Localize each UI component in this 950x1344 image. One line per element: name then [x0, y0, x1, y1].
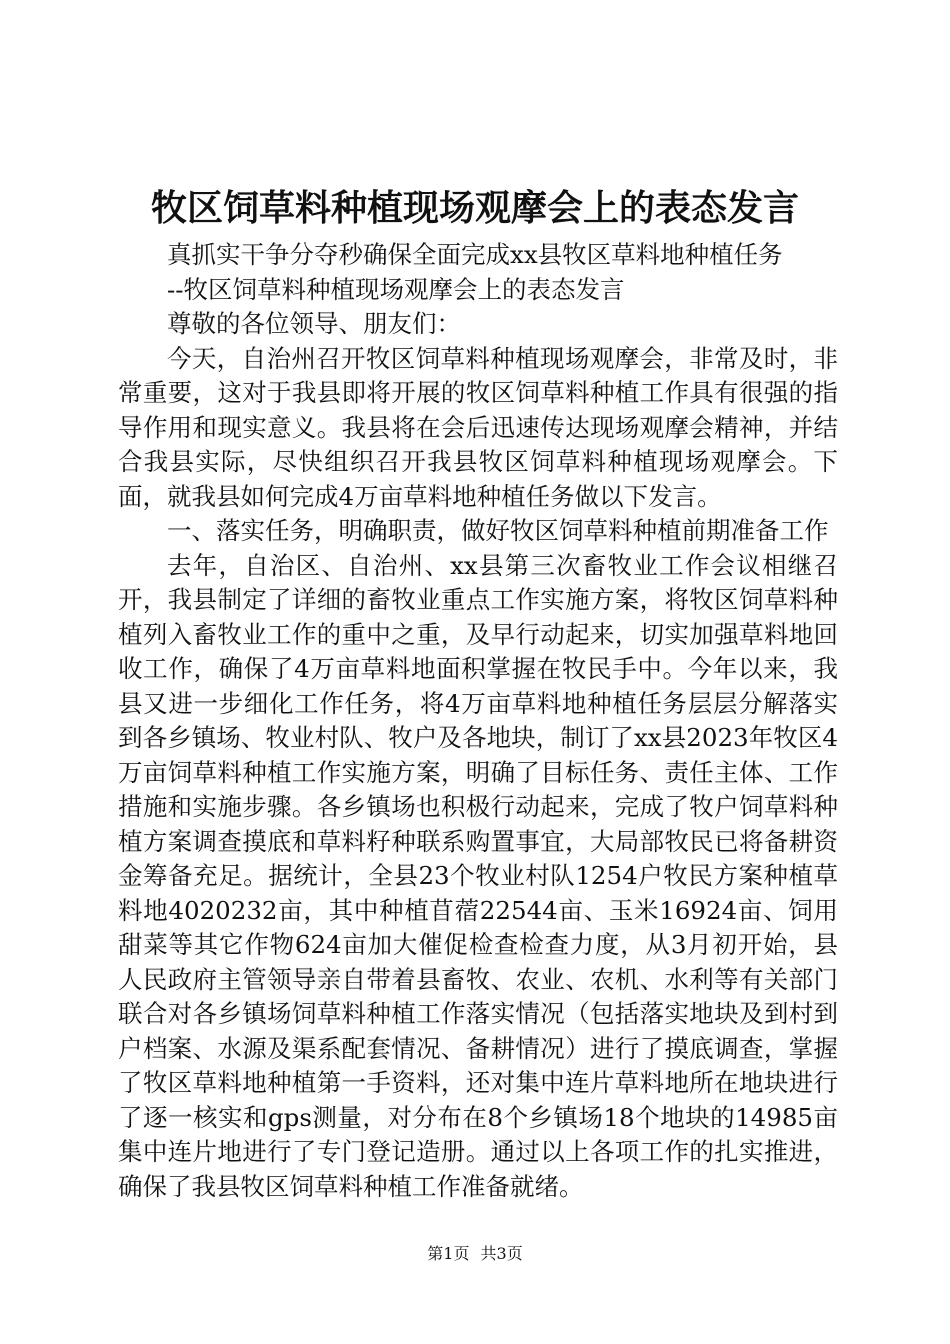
paragraph-intro: 今天，自治州召开牧区饲草料种植现场观摩会，非常及时，非常重要，这对于我县即将开展的牧区饲草料种植工作具有很强的指导作用和现实意义。我县将在会后迅速传达现场观摩会精神，并结合我县实际，尽快组织召开我县牧区饲草料种植现场观摩会。下面，就我县如何完成4万亩草料地种植任务做以下发言。 [118, 343, 838, 511]
section-heading-1: 一、落实任务，明确职责，做好牧区饲草料种植前期准备工作 [167, 516, 829, 545]
subtitle-line-2: --牧区饲草料种植现场观摩会上的表态发言 [167, 274, 625, 304]
page-number: 第1页 [427, 1244, 470, 1263]
document-title: 牧区饲草料种植现场观摩会上的表态发言 [150, 187, 799, 229]
page-total: 共3页 [480, 1244, 523, 1263]
subtitle-line-1: 真抓实干争分夺秒确保全面完成xx县牧区草料地种植任务 [167, 240, 783, 269]
page-footer [0, 1244, 950, 1264]
salutation: 尊敬的各位领导、朋友们： [167, 309, 461, 338]
document-body [118, 238, 838, 1204]
paragraph-section-1: 去年，自治区、自治州、xx县第三次畜牧业工作会议相继召开，我县制定了详细的畜牧业重点工作实施方案，将牧区饲草料种植列入畜牧业工作的重中之重，及早行动起来，切实加强草料地回收工作，确保了4万亩草料地面积掌握在牧民手中。今年以来，我县又进一步细化工作任务，将4万亩草料地种植任务层层分解落实到各乡镇场、牧业村队、牧户及各地块，制订了xx县2023年牧区4万亩饲草料种植工作实施方案，明确了目标任务、责任主体、工作措施和实施步骤。各乡镇场也积极行动起来，完成了牧户饲草料种植方案调查摸底和草料籽种联系购置事宜，大局部牧民已将备耕资金筹备充足。据统计，全县23个牧业村队1254户牧民方案种植草料地4020232亩，其中种植苜蓿22544亩、玉米16924亩、饲用甜菜等其它作物624亩加大催促检查检查力度，从3月初开始，县人民政府主管领导亲自带着县畜牧、农业、农机、水利等有关部门联合对各乡镇场饲草料种植工作落实情况（包括落实地块及到村到户档案、水源及渠系配套情况、备耕情况）进行了摸底调查，掌握了牧区草料地种植第一手资料，还对集中连片草料地所在地块进行了逐一核实和gps测量，对分布在8个乡镇场18个地块的14985亩集中连片地进行了专门登记造册。通过以上各项工作的扎实推进，确保了我县牧区饲草料种植工作准备就绪。 [118, 550, 838, 1201]
